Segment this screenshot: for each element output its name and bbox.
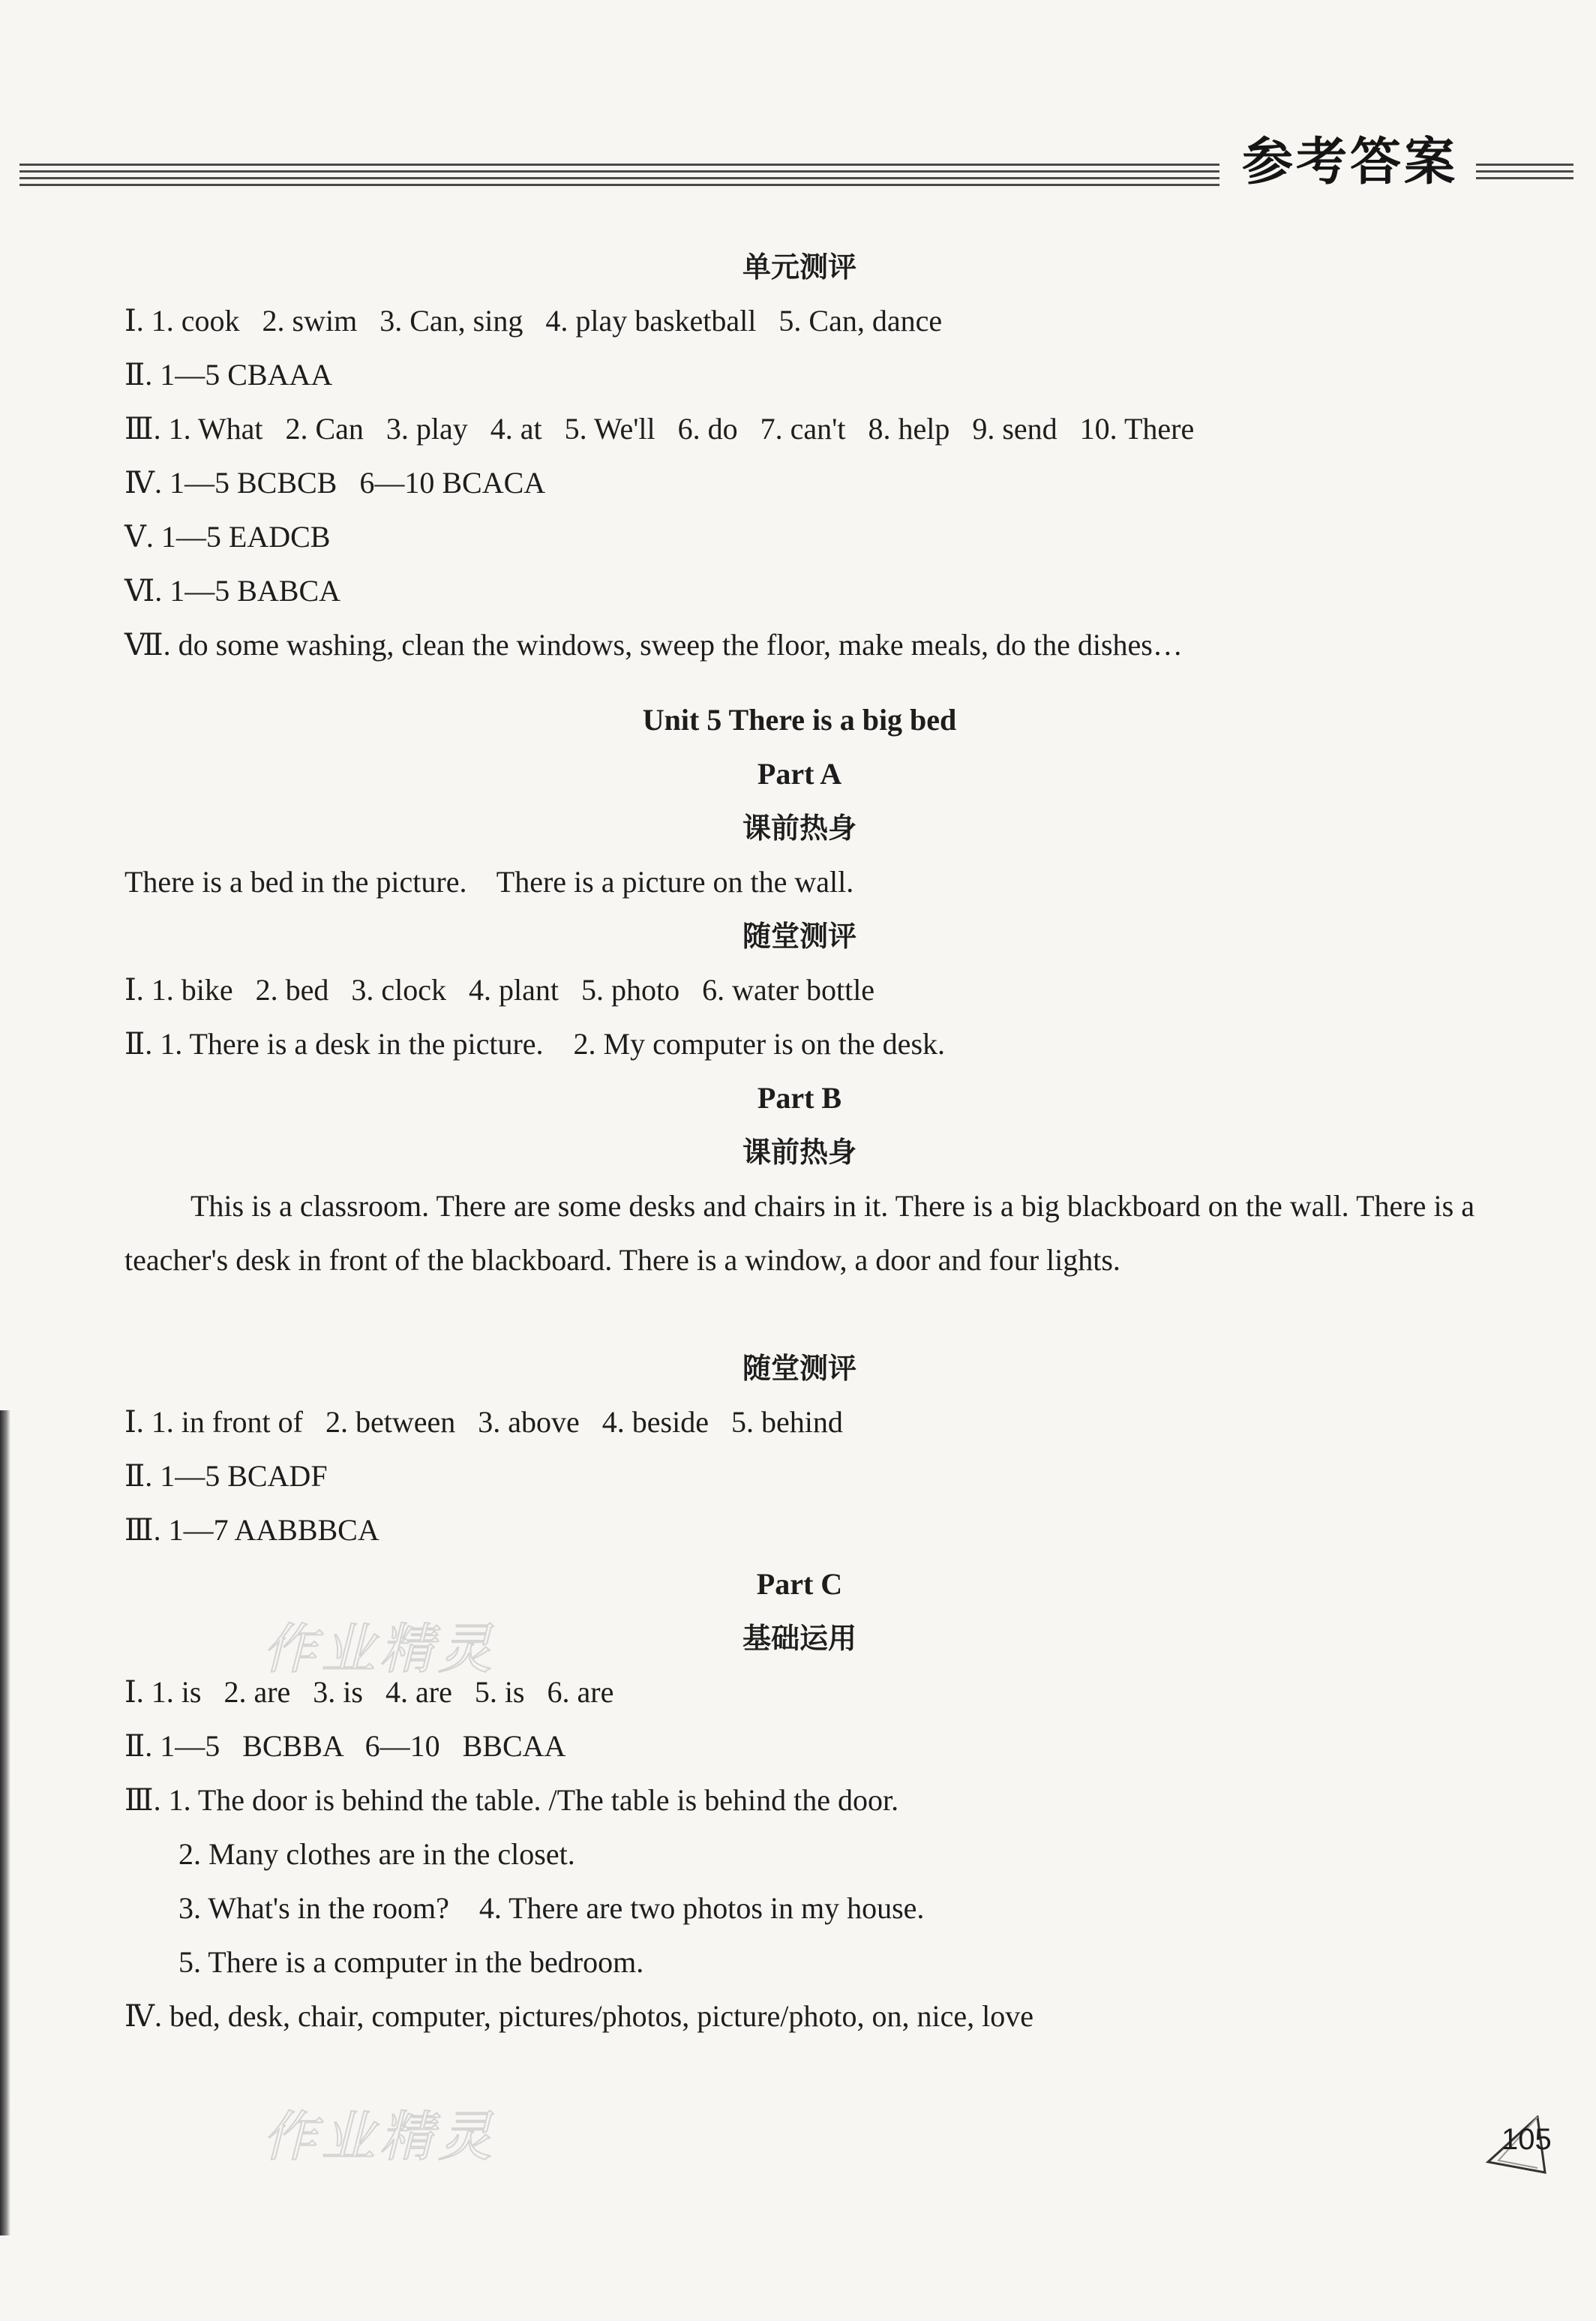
section-heading: 基础运用 [742,1622,856,1655]
section-heading: Part A [757,757,842,791]
answer-line: 2. Many clothes are in the closet. [178,1837,575,1871]
watermark-text: 作业精灵 [262,1617,497,1680]
section-heading: 随堂测评 [742,1352,856,1385]
answer-line: Ⅵ. 1—5 BABCA [124,574,341,608]
watermark-text: 作业精灵 [262,2105,497,2168]
section-heading: 课前热身 [742,812,856,845]
answer-paragraph: This is a classroom. There are some desks and chairs in it. There is a big blackboard on the wall. There is a teacher's desk in front of the blackboard. There is a window, a door and four lights. [124,1189,1474,1277]
section-heading: 课前热身 [742,1136,856,1169]
answer-content [124,240,1474,2043]
answer-line: Ⅱ. 1—5 BCBBA 6—10 BBCAA [124,1729,566,1763]
page-number-label: 105 [1502,2123,1552,2156]
answer-line: 3. What's in the room? 4. There are two photos in my house. [178,1891,925,1925]
section-heading: Part B [757,1081,842,1115]
answer-line: Ⅰ. 1. bike 2. bed 3. clock 4. plant 5. photo 6. water bottle [124,973,875,1007]
section-heading: Part C [756,1567,843,1601]
answer-line: Ⅰ. 1. in front of 2. between 3. above 4. beside 5. behind [124,1405,843,1439]
answer-line: Ⅴ. 1—5 EADCB [124,520,331,554]
answer-line: Ⅱ. 1. There is a desk in the picture. 2. My computer is on the desk. [124,1027,946,1061]
section-heading: 单元测评 [742,251,856,284]
answer-line: Ⅱ. 1—5 CBAAA [124,358,333,392]
answer-line: There is a bed in the picture. There is a picture on the wall. [124,865,854,899]
section-heading: 随堂测评 [742,920,856,953]
answer-line: Ⅳ. 1—5 BCBCB 6—10 BCACA [124,466,546,500]
answer-line: Ⅲ. 1. The door is behind the table. /The table is behind the door. [124,1783,899,1817]
page-number [1485,2115,1568,2175]
answer-line: 5. There is a computer in the bedroom. [178,1945,644,1979]
answer-line: Ⅰ. 1. is 2. are 3. is 4. are 5. is 6. are [124,1675,614,1709]
page-header-title: 参考答案 [1241,133,1458,192]
section-spacer [124,672,1474,693]
answer-line: Ⅲ. 1—7 AABBBCA [124,1513,380,1547]
answer-line: Ⅲ. 1. What 2. Can 3. play 4. at 5. We'll 6. do 7. can't 8. help 9. send 10. There [124,412,1195,446]
header-rule-left [20,164,1220,194]
answer-line: Ⅱ. 1—5 BCADF [124,1459,328,1493]
answer-line: Ⅶ. do some washing, clean the windows, sweep the floor, make meals, do the dishes… [124,628,1183,662]
answer-line: Ⅳ. bed, desk, chair, computer, pictures/photos, picture/photo, on, nice, love [124,1999,1034,2033]
binding-edge [0,1410,10,2235]
answer-line: Ⅰ. 1. cook 2. swim 3. Can, sing 4. play basketball 5. Can, dance [124,304,943,338]
section-heading: Unit 5 There is a big bed [642,703,957,737]
header-rule-right [1476,164,1574,194]
